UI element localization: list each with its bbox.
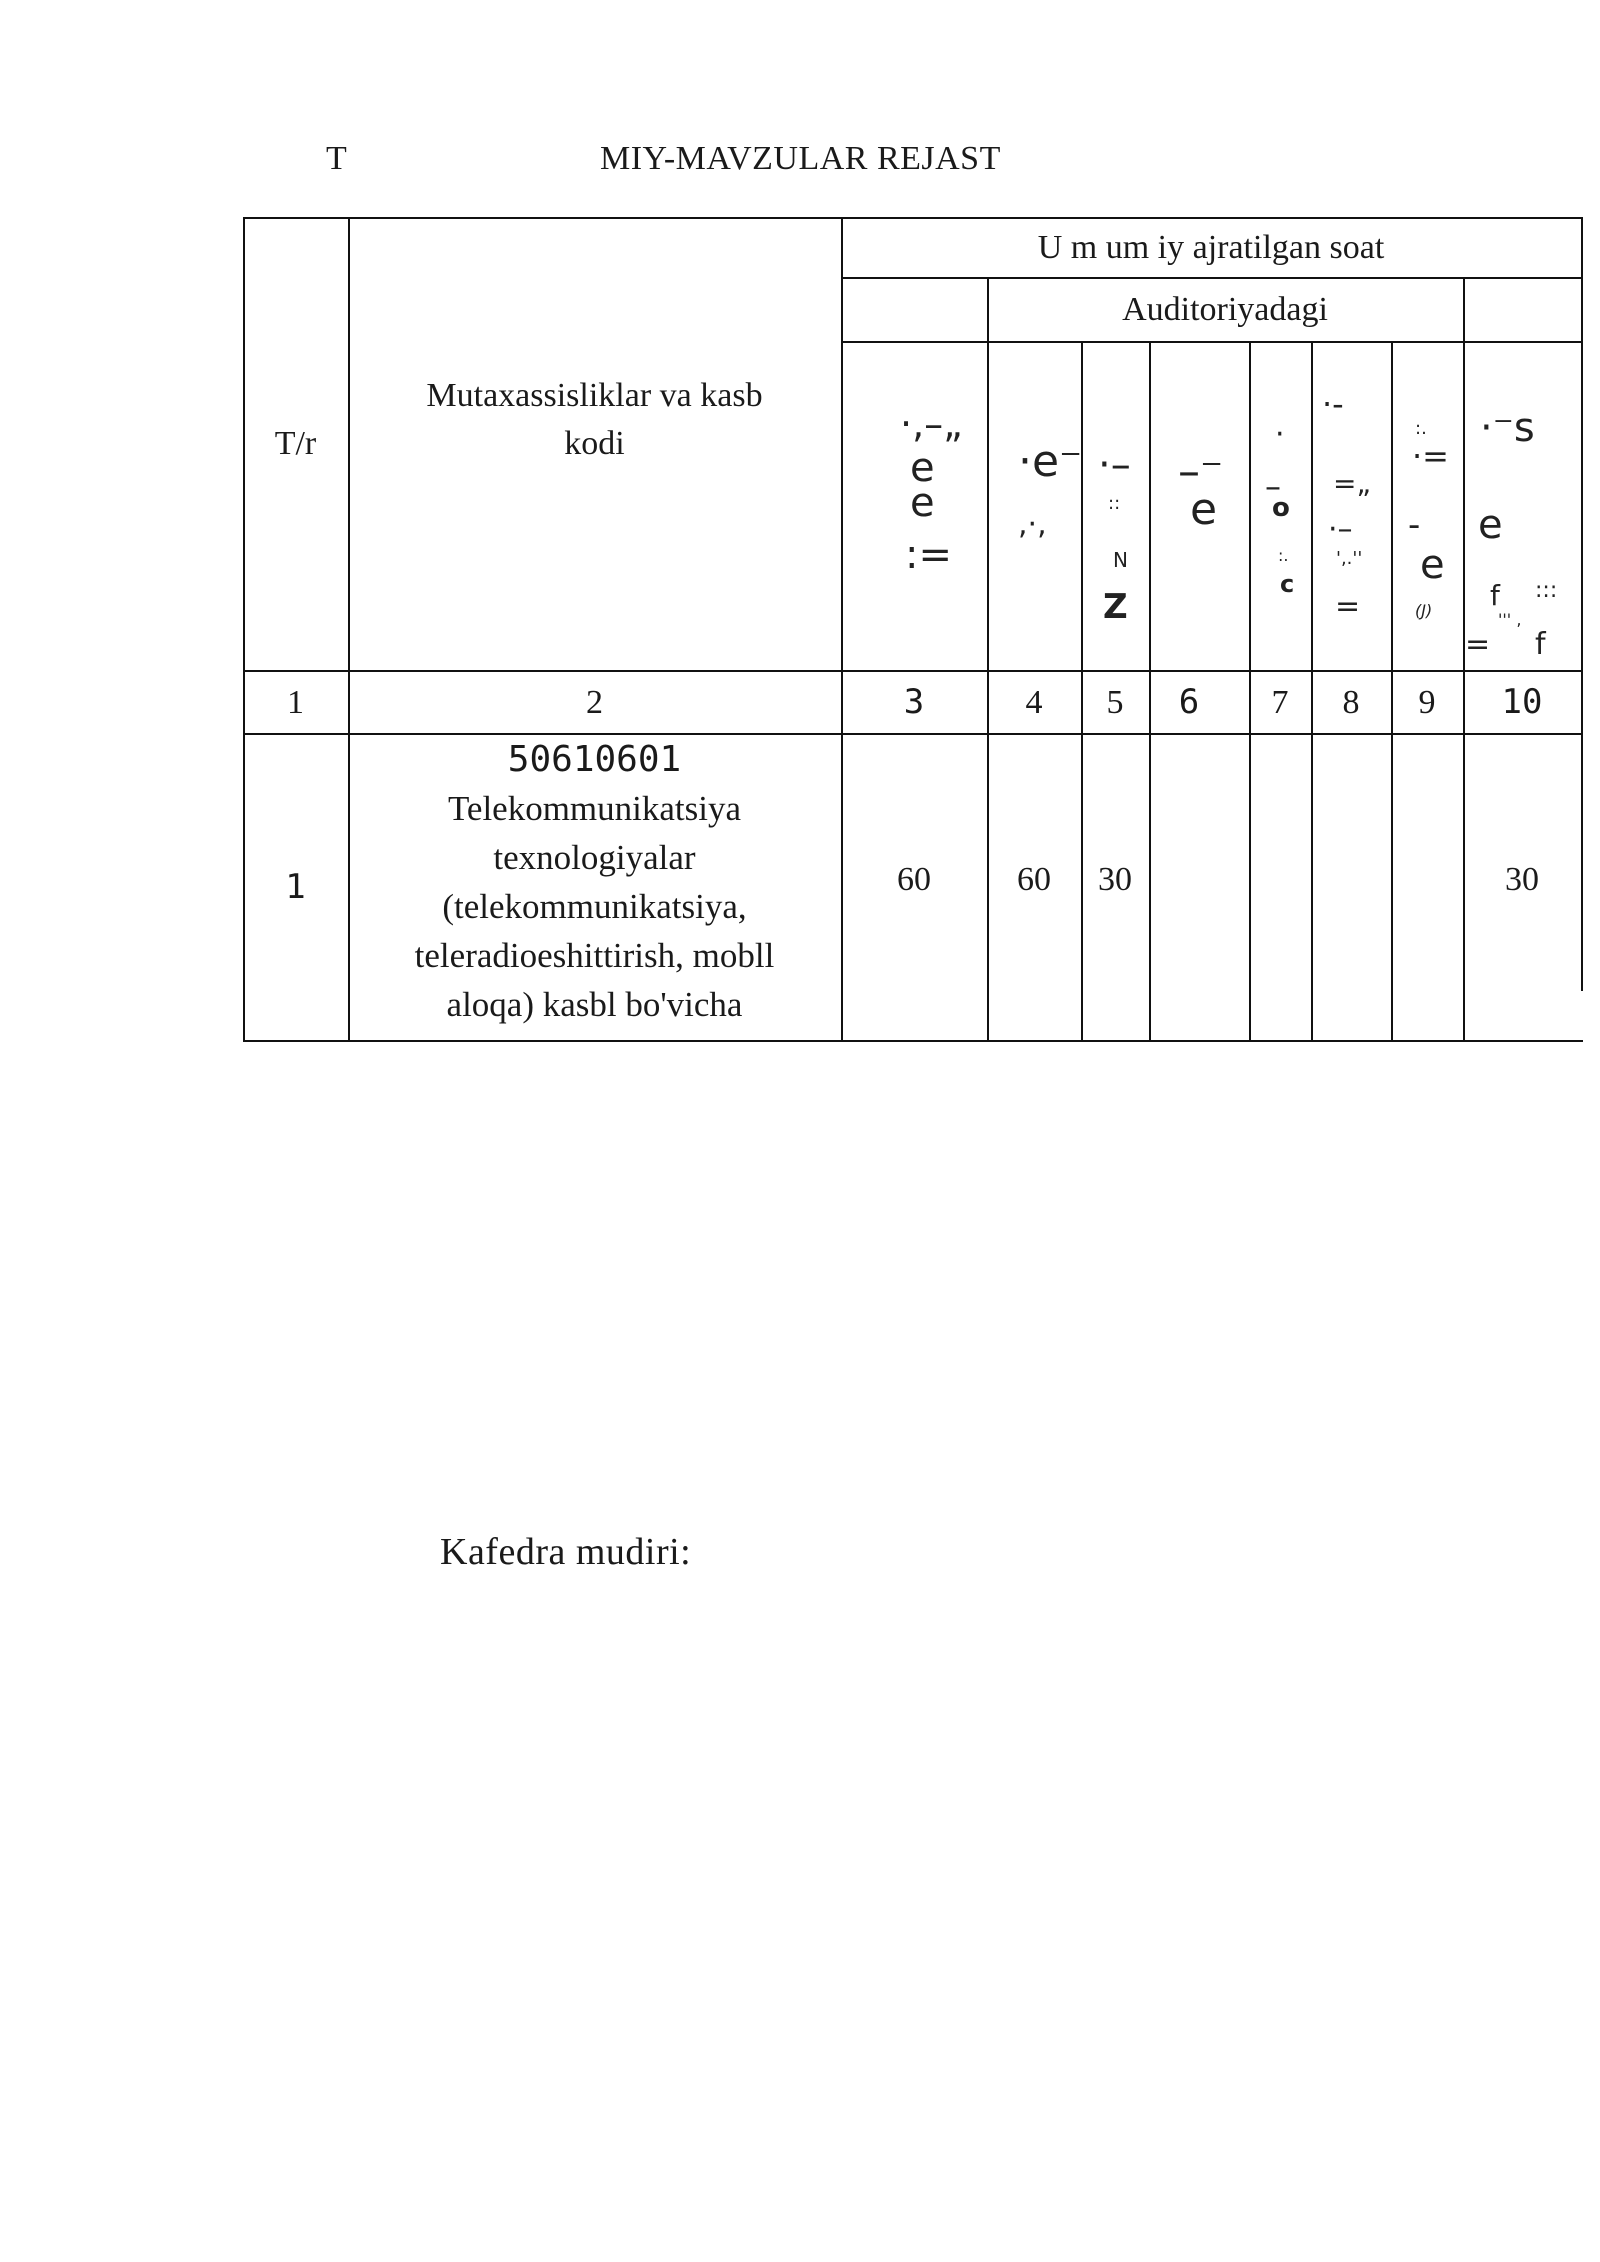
table-line-auditorium-bottom [841, 341, 1583, 343]
row-speciality [348, 735, 841, 1040]
cell-col7 [1249, 735, 1311, 1025]
header-auditorium: Auditoriyadagi [1122, 291, 1328, 329]
document-title: MIY-MAVZULAR REJAST [600, 140, 1001, 177]
colnum-6: 6 [1178, 681, 1200, 722]
cell-col6 [1149, 735, 1249, 1025]
colnum-4: 4 [1025, 683, 1043, 721]
cell-col9 [1391, 735, 1463, 1025]
cell-total-hours: 60 [897, 861, 931, 899]
speciality-name-line1: Telekommunikatsiya [447, 788, 742, 828]
speciality-name-line4: teleradioeshittirish, mobll [414, 935, 775, 975]
title-prefix: T [326, 140, 347, 177]
header-total-hours: U m um iy ajratilgan soat [1037, 229, 1385, 267]
colnum-9: 9 [1418, 683, 1436, 721]
colnum-8: 8 [1342, 683, 1360, 721]
cell-col8 [1311, 735, 1391, 1025]
colnum-7: 7 [1271, 683, 1289, 721]
speciality-name-line5: aloqa) kasbl bo'vicha [446, 984, 743, 1024]
cell-col5: 30 [1098, 861, 1132, 899]
table-right-border [1581, 217, 1583, 991]
cell-auditorium-total: 60 [1017, 861, 1051, 899]
cell-col10: 30 [1505, 861, 1539, 899]
speciality-name-line3: (telekommunikatsiya, [442, 886, 747, 926]
header-tr: T/r [274, 424, 317, 462]
colnum-3: 3 [903, 681, 925, 722]
colnum-5: 5 [1106, 683, 1124, 721]
colnum-10: 10 [1501, 681, 1543, 722]
header-speciality-line1: Mutaxassisliklar va kasb [426, 377, 763, 415]
colnum-1: 1 [287, 683, 304, 721]
header-speciality [348, 360, 841, 480]
colnum-2: 2 [586, 683, 603, 721]
header-speciality-line2: kodi [564, 425, 625, 462]
signature-label: Kafedra mudiri: [440, 1531, 692, 1573]
speciality-name-line2: texnologiyalar [493, 837, 696, 877]
speciality-code: 50610601 [507, 739, 682, 780]
table-bottom-border [243, 1040, 1583, 1042]
row-index: 1 [285, 866, 306, 907]
